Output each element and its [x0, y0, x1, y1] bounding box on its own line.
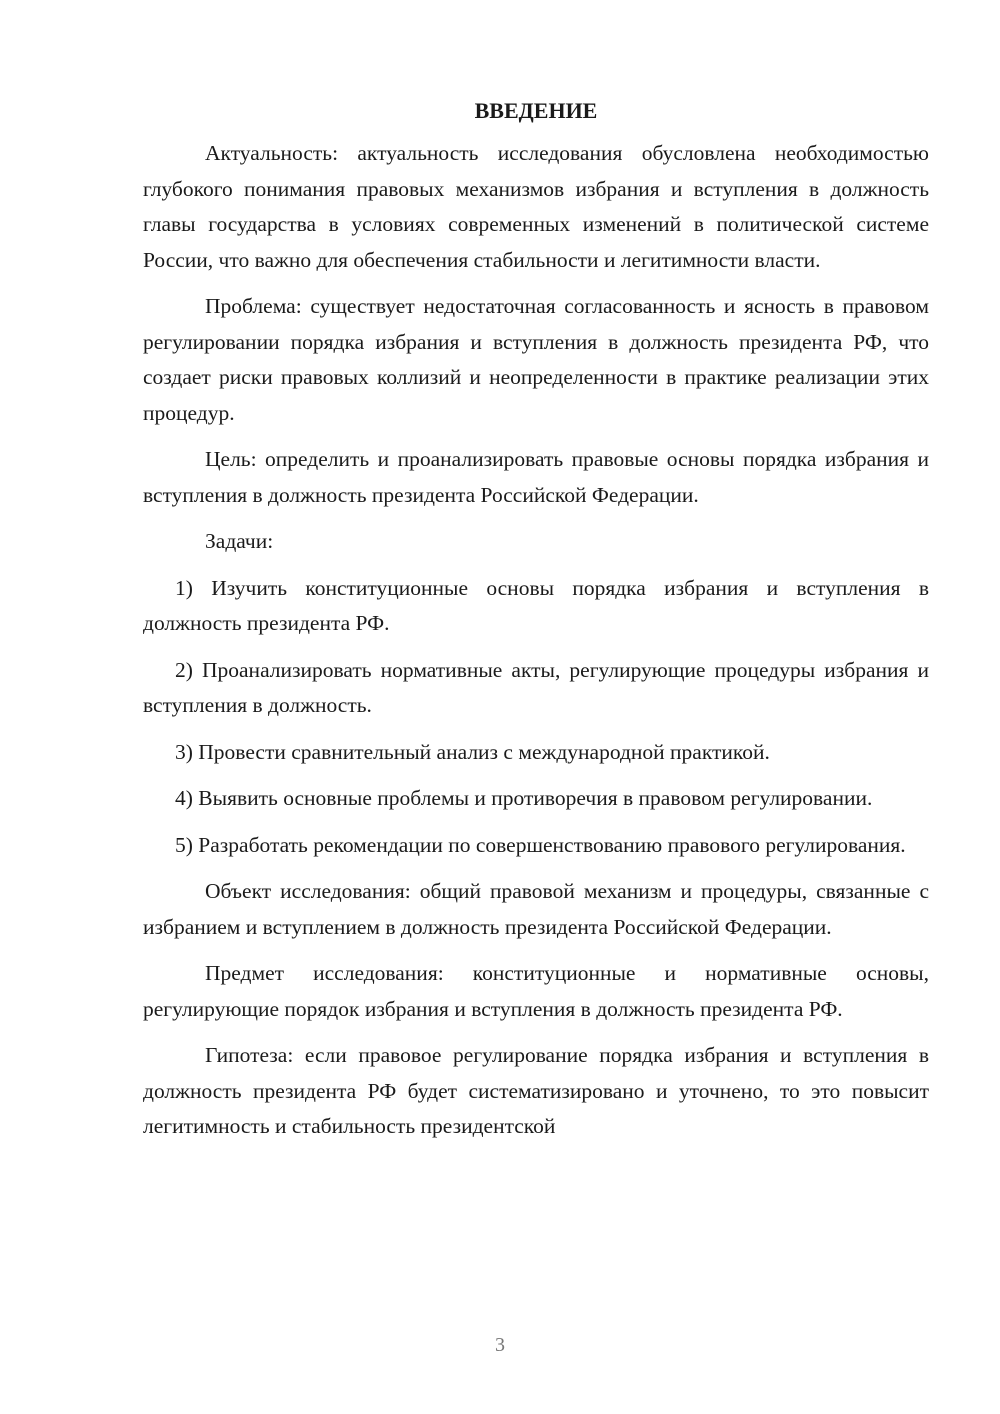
paragraph-subject: Предмет исследования: конституционные и нормативные основы, регулирующие порядок избрания и вступления в должность президента РФ. — [143, 961, 929, 1021]
task-item-1: 1) Изучить конституционные основы порядка избрания и вступления в должность президента РФ. — [143, 575, 929, 635]
paragraph-relevance: Актуальность: актуальность исследования обусловлена необходимостью глубокого понимания правовых механизмов избрания и вступления в должность главы государства в условиях современных изменений в политической системе России, что важно для обеспечения стабильности и легитимности власти. — [143, 141, 929, 272]
page-number: 3 — [495, 1334, 505, 1356]
paragraph-goal: Цель: определить и проанализировать правовые основы порядка избрания и вступления в должность президента Российской Федерации. — [143, 447, 929, 507]
page-content — [143, 94, 929, 1156]
paragraph-object: Объект исследования: общий правовой механизм и процедуры, связанные с избранием и вступлением в должность президента Российской Федерации. — [143, 879, 929, 939]
task-item-5: 5) Разработать рекомендации по совершенствованию правового регулирования. — [175, 832, 906, 857]
paragraph-problem: Проблема: существует недостаточная согласованность и ясность в правовом регулировании порядка избрания и вступления в должность президента РФ, что создает риски правовых коллизий и неопределенности в практике реализации этих процедур. — [143, 294, 929, 425]
section-heading: ВВЕДЕНИЕ — [474, 98, 598, 123]
tasks-title: Задачи: — [205, 529, 274, 553]
paragraph-hypothesis: Гипотеза: если правовое регулирование порядка избрания и вступления в должность президента РФ будет систематизировано и уточнено, то это повысит легитимность и стабильность президентской — [143, 1043, 929, 1138]
task-item-2: 2) Проанализировать нормативные акты, регулирующие процедуры избрания и вступления в должность. — [143, 657, 929, 717]
task-item-3: 3) Провести сравнительный анализ с международной практикой. — [175, 739, 770, 764]
task-item-4: 4) Выявить основные проблемы и противоречия в правовом регулировании. — [175, 786, 873, 810]
